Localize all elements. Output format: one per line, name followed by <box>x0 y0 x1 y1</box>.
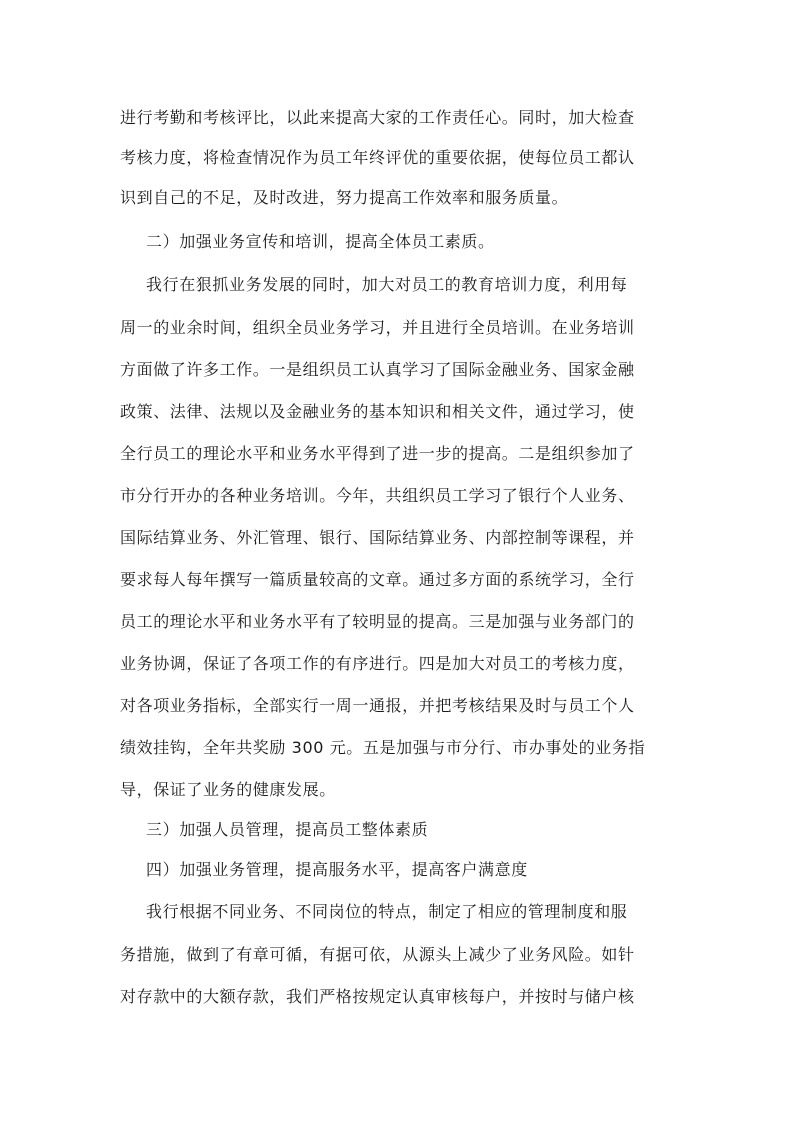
text-line: 业务协调，保证了各项工作的有序进行。四是加大对员工的考核力度， <box>120 654 635 673</box>
section-heading: 二）加强业务宣传和培训，提高全体员工素质。 <box>146 232 495 251</box>
text-line: 方面做了许多工作。一是组织员工认真学习了国际金融业务、国家金融 <box>120 360 635 379</box>
text-line: 全行员工的理论水平和业务水平得到了进一步的提高。二是组织参加了 <box>120 444 635 463</box>
text-line: 国际结算业务、外汇管理、银行、国际结算业务、内部控制等课程，并 <box>120 528 635 547</box>
text-line: 我行在狠抓业务发展的同时，加大对员工的教育培训力度，利用每 <box>146 275 628 294</box>
text-line: 员工的理论水平和业务水平有了较明显的提高。三是加强与业务部门的 <box>120 612 635 631</box>
section-heading: 四）加强业务管理，提高服务水平，提高客户满意度 <box>146 860 528 879</box>
text-line: 识到自己的不足，及时改进，努力提高工作效率和服务质量。 <box>120 188 569 207</box>
text-line: 我行根据不同业务、不同岗位的特点，制定了相应的管理制度和服 <box>146 902 628 921</box>
text-line: 周一的业余时间，组织全员业务学习，并且进行全员培训。在业务培训 <box>120 318 635 337</box>
text-line: 考核力度，将检查情况作为员工年终评优的重要依据，使每位员工都认 <box>120 148 635 167</box>
text-line: 要求每人每年撰写一篇质量较高的文章。通过多方面的系统学习，全行 <box>120 570 635 589</box>
text-line: 对存款中的大额存款，我们严格按规定认真审核每户，并按时与储户核 <box>120 987 635 1006</box>
text-line: 进行考勤和考核评比，以此来提高大家的工作责任心。同时，加大检查 <box>120 108 635 127</box>
text-line: 导，保证了业务的健康发展。 <box>120 780 336 799</box>
text-line: 对各项业务指标，全部实行一周一通报，并把考核结果及时与员工个人 <box>120 696 635 715</box>
text-line: 务措施，做到了有章可循，有据可依，从源头上减少了业务风险。如针 <box>120 945 635 964</box>
section-heading: 三）加强人员管理，提高员工整体素质 <box>146 820 429 839</box>
text-line: 市分行开办的各种业务培训。今年，共组织员工学习了银行个人业务、 <box>120 486 635 505</box>
text-line: 政策、法律、法规以及金融业务的基本知识和相关文件，通过学习，使 <box>120 402 635 421</box>
text-line: 绩效挂钩，全年共奖励 300 元。五是加强与市分行、市办事处的业务指 <box>120 738 646 757</box>
